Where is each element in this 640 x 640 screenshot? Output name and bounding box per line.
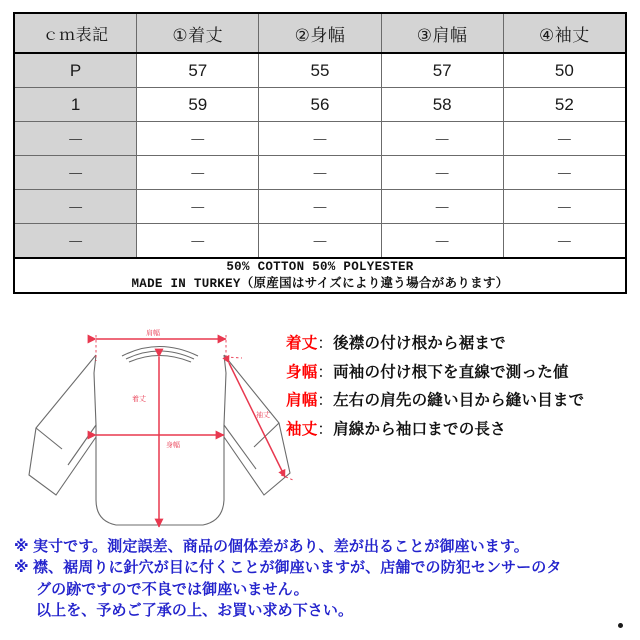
cell-chest-width: － [259, 156, 381, 190]
size-chart-table-container [13, 12, 627, 294]
measurement-legend [286, 336, 636, 450]
table-row [14, 88, 626, 122]
cell-shoulder-width: － [381, 156, 503, 190]
material-origin-cell [14, 258, 626, 293]
note-line-1: ※ 実寸です。測定誤差、商品の個体差があり、差が出ることが御座います。 [14, 538, 529, 555]
size-label: － [14, 224, 137, 259]
cell-shoulder-width: 57 [381, 53, 503, 88]
shoulder-width-label: 肩幅 [146, 330, 160, 337]
cell-shoulder-width: － [381, 190, 503, 224]
legend-item-sleeve-length [286, 422, 636, 438]
legend-desc-sleeve-length: 肩線から袖口までの長さ [333, 420, 506, 438]
cell-chest-width: － [259, 122, 381, 156]
legend-separator: ： [317, 392, 334, 409]
column-header-body-length: ①着丈 [137, 13, 259, 53]
size-label: － [14, 156, 137, 190]
cell-body-length: － [137, 122, 259, 156]
body-length-label: 着丈 [132, 396, 146, 403]
cell-sleeve-length: 50 [503, 53, 626, 88]
cell-body-length: 57 [137, 53, 259, 88]
cell-body-length: 59 [137, 88, 259, 122]
cell-body-length: － [137, 190, 259, 224]
chest-width-arrow [96, 435, 224, 449]
size-label: － [14, 122, 137, 156]
legend-item-chest-width [286, 365, 636, 381]
cell-shoulder-width: － [381, 224, 503, 259]
legend-item-body-length [286, 336, 636, 352]
cell-chest-width: － [259, 190, 381, 224]
cell-sleeve-length: － [503, 156, 626, 190]
table-footer-row [14, 258, 626, 293]
size-label: 1 [14, 88, 137, 122]
legend-key-chest-width: 身幅 [286, 363, 318, 381]
country-of-origin-text: MADE IN TURKEY（原産国はサイズにより違う場合があります） [131, 276, 509, 291]
sleeve-length-arrow [226, 357, 293, 480]
size-chart-table [13, 12, 627, 294]
table-row [14, 53, 626, 88]
cell-sleeve-length: － [503, 224, 626, 259]
table-header-row [14, 13, 626, 53]
legend-separator: ： [317, 363, 334, 381]
legend-key-shoulder-width: 肩幅 [286, 392, 318, 409]
note-line-3: グの跡ですので不良では御座いません。 [36, 580, 309, 598]
body-length-arrow [132, 357, 159, 527]
shoulder-width-arrow [96, 328, 226, 339]
garment-measurement-diagram [28, 325, 293, 540]
note-line-2: ※ 襟、裾周りに針穴が目に付くことが御座いますが、店舗での防犯センサーのタ [14, 559, 562, 577]
legend-desc-chest-width: 両袖の付け根下を直線で測った値 [333, 363, 569, 381]
cell-chest-width: 55 [259, 53, 381, 88]
legend-key-body-length: 着丈 [286, 335, 318, 352]
column-header-unit: ｃｍ表記 [14, 13, 137, 53]
size-label: － [14, 190, 137, 224]
legend-desc-shoulder-width: 左右の肩先の縫い目から縫い目まで [333, 392, 585, 409]
table-row [14, 224, 626, 259]
legend-desc-body-length: 後襟の付け根から裾まで [333, 335, 506, 352]
material-composition-text: 50% COTTON 50% POLYESTER [226, 260, 414, 274]
cell-sleeve-length: － [503, 122, 626, 156]
legend-key-sleeve-length: 袖丈 [286, 420, 318, 438]
cell-chest-width: 56 [259, 88, 381, 122]
chest-width-label: 身幅 [166, 442, 180, 449]
cell-shoulder-width: － [381, 122, 503, 156]
cell-shoulder-width: 58 [381, 88, 503, 122]
cell-body-length: － [137, 224, 259, 259]
disclaimer-notes [14, 536, 626, 621]
table-row [14, 156, 626, 190]
legend-separator: ： [317, 420, 334, 438]
column-header-shoulder-width: ③肩幅 [381, 13, 503, 53]
cell-body-length: － [137, 156, 259, 190]
legend-separator: ： [317, 335, 334, 352]
cell-sleeve-length: 52 [503, 88, 626, 122]
cell-chest-width: － [259, 224, 381, 259]
cell-sleeve-length: － [503, 190, 626, 224]
table-row [14, 190, 626, 224]
column-header-chest-width: ②身幅 [259, 13, 381, 53]
legend-item-shoulder-width [286, 393, 636, 409]
sleeve-length-label: 袖丈 [256, 412, 270, 419]
note-line-4: 以上を、予めご了承の上、お買い求め下さい。 [36, 601, 354, 619]
column-header-sleeve-length: ④袖丈 [503, 13, 626, 53]
corner-dot-mark [618, 623, 623, 628]
table-row [14, 122, 626, 156]
size-label: P [14, 53, 137, 88]
